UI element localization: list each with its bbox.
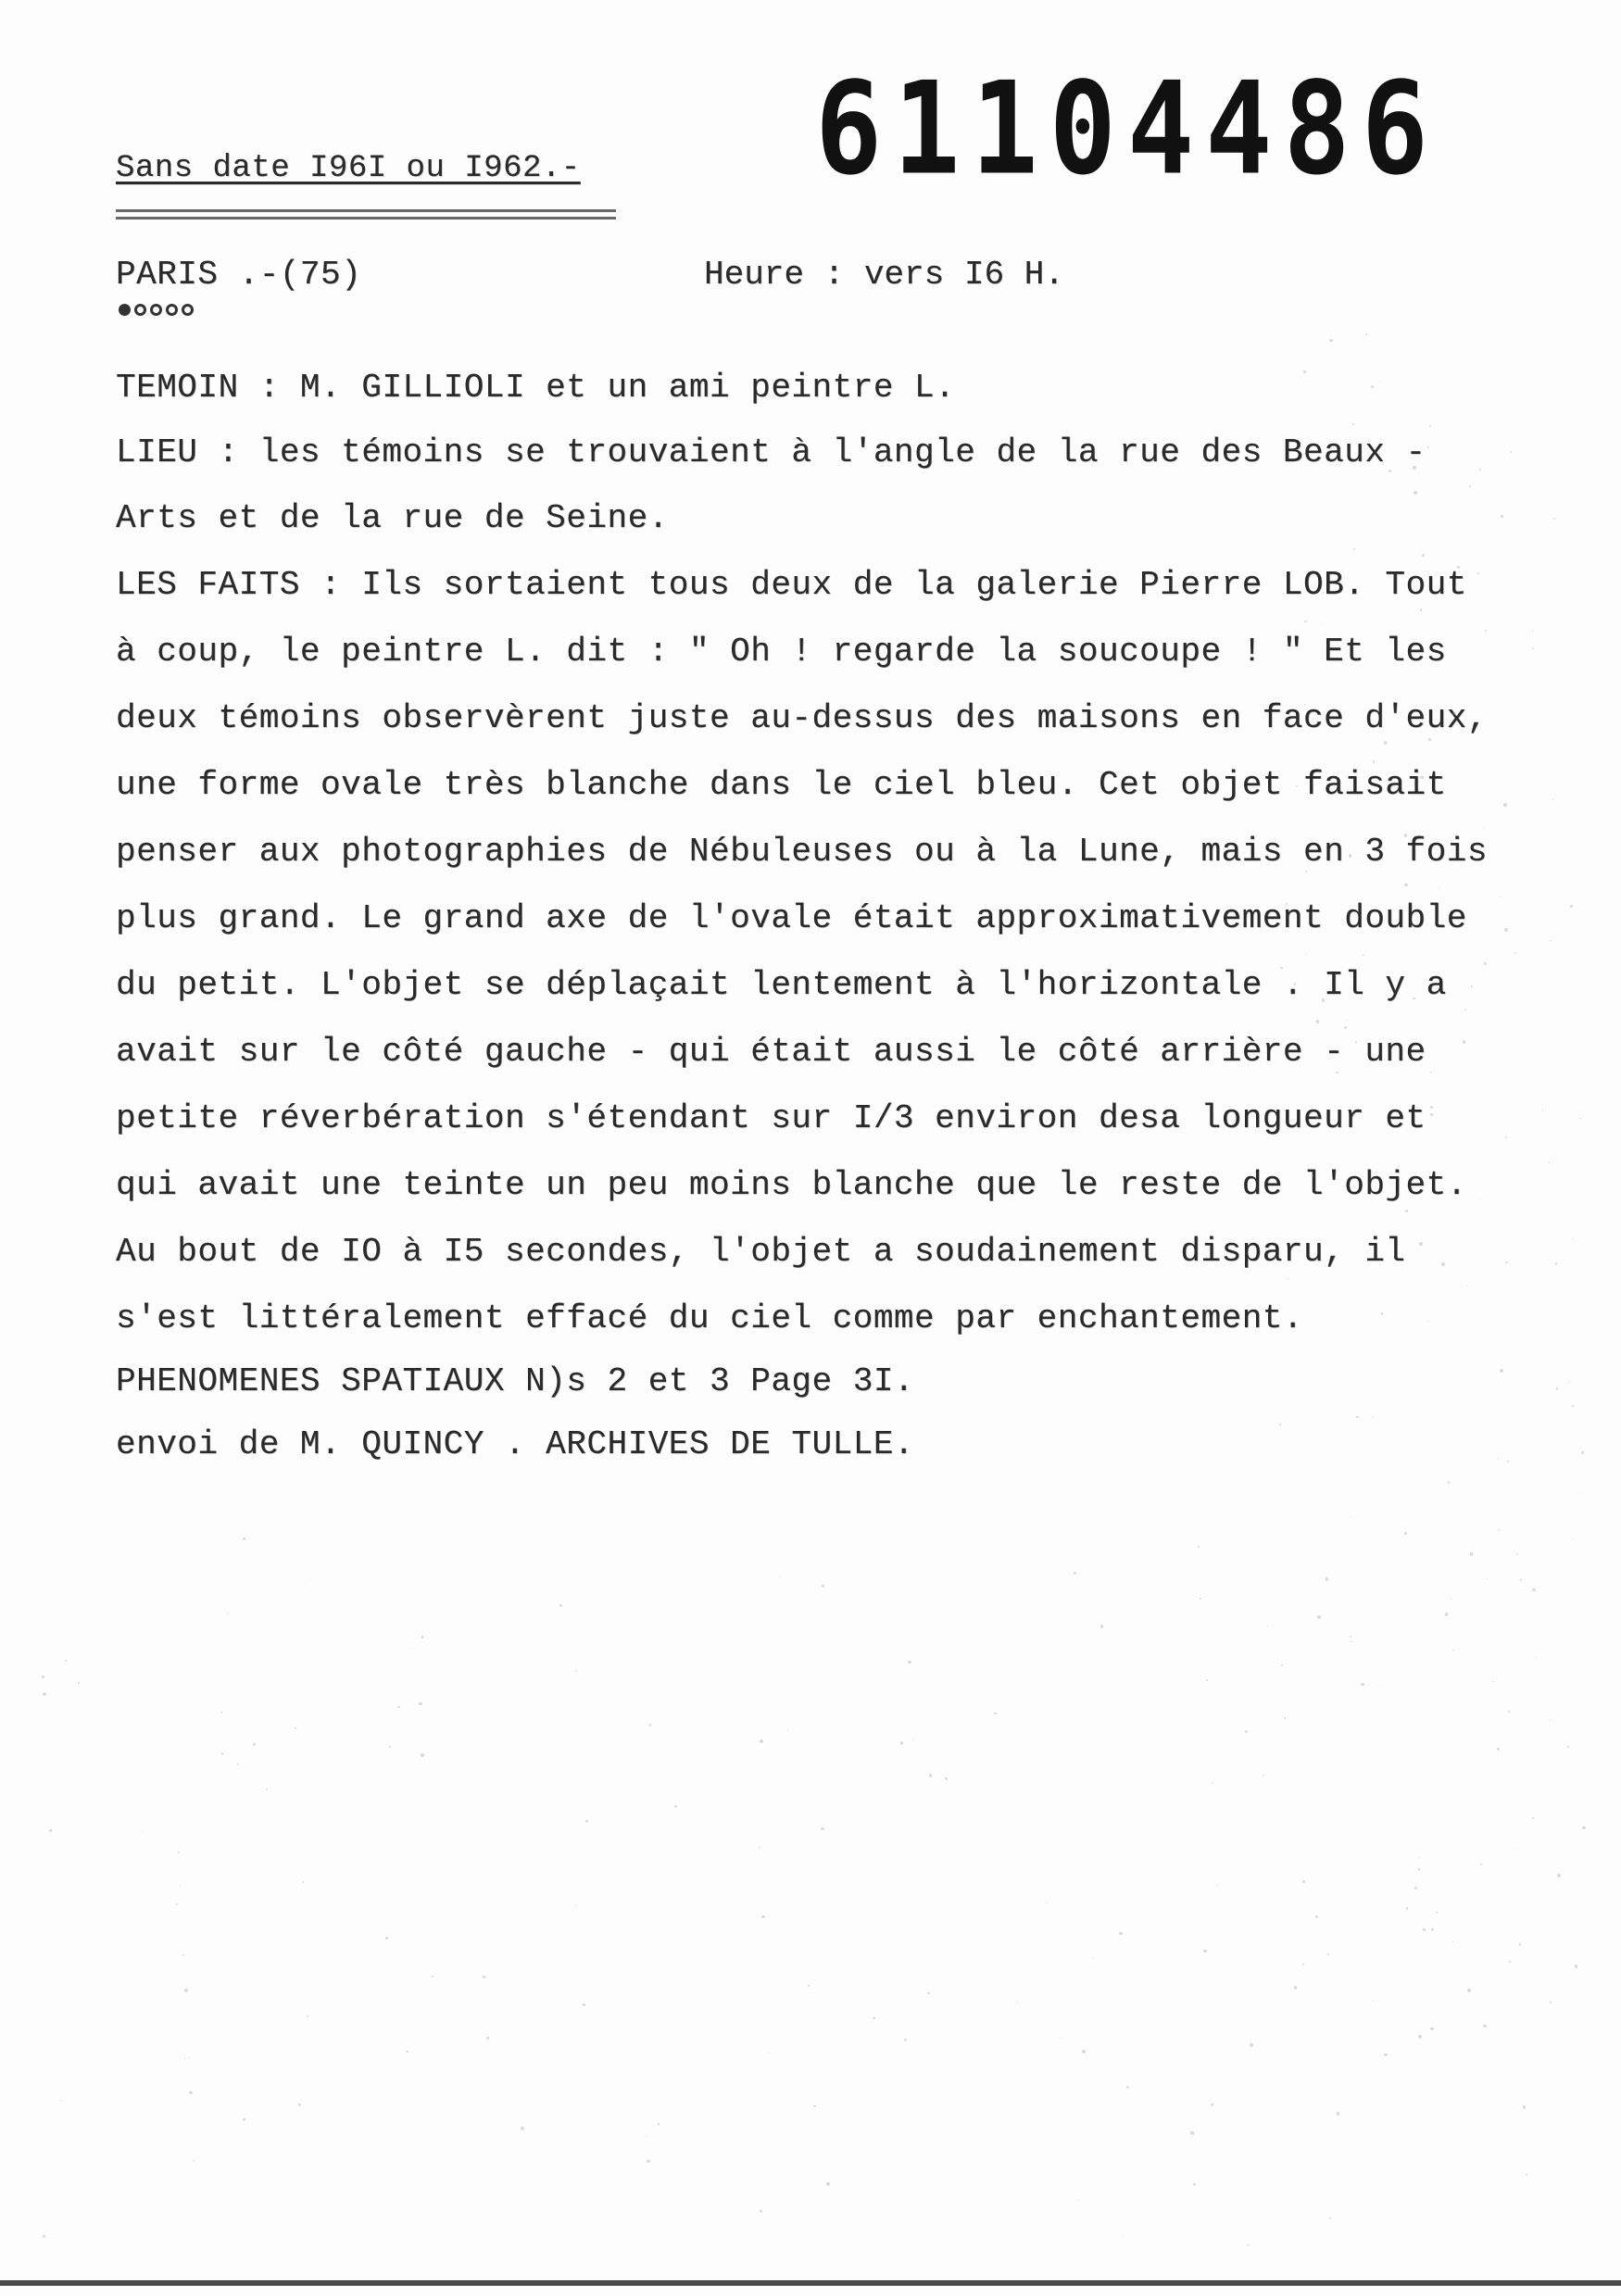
noise-speck — [1469, 485, 1471, 487]
noise-speck — [1356, 1416, 1358, 1418]
noise-speck — [1428, 738, 1431, 741]
noise-speck — [1549, 1161, 1551, 1163]
noise-speck — [559, 1604, 562, 1607]
noise-speck — [1373, 1416, 1374, 1417]
body-line: avait sur le côté gauche - qui était aussi le côté arrière - une — [116, 1033, 1426, 1071]
noise-speck — [1419, 1857, 1420, 1858]
noise-speck — [822, 1585, 824, 1587]
noise-speck — [1074, 1572, 1077, 1575]
noise-speck — [1452, 1650, 1454, 1651]
noise-speck — [243, 1537, 245, 1540]
noise-speck — [1477, 572, 1479, 574]
body-line: plus grand. Le grand axe de l'ovale était approximativement double — [116, 899, 1467, 937]
noise-speck — [1500, 1369, 1503, 1373]
noise-speck — [1082, 2050, 1086, 2053]
noise-speck — [1480, 1863, 1482, 1865]
noise-speck — [1281, 1664, 1283, 1666]
noise-speck — [1532, 630, 1533, 631]
noise-speck — [1483, 2025, 1487, 2028]
noise-speck — [1211, 2103, 1213, 2106]
noise-speck — [1315, 1915, 1318, 1918]
noise-speck — [1480, 1198, 1481, 1199]
noise-speck — [1250, 2043, 1253, 2047]
bottom-scan-edge — [0, 2280, 1621, 2286]
noise-speck — [1581, 1493, 1582, 1494]
noise-speck — [575, 1670, 577, 1672]
noise-speck — [1503, 803, 1507, 807]
noise-speck — [253, 1743, 256, 1746]
body-line: Au bout de IO à I5 secondes, l'objet a soudainement disparu, il — [116, 1233, 1406, 1271]
noise-speck — [266, 1788, 268, 1790]
noise-speck — [1046, 1902, 1048, 1904]
noise-speck — [1471, 985, 1473, 987]
body-line: une forme ovale très blanche dans le ciel bleu. Cet objet faisait — [116, 766, 1447, 804]
noise-speck — [1381, 1312, 1384, 1315]
noise-speck — [78, 1682, 80, 1684]
noise-speck — [143, 1831, 144, 1832]
noise-speck — [221, 1752, 223, 1754]
noise-speck — [1514, 952, 1516, 954]
noise-speck — [1286, 903, 1288, 905]
noise-speck — [1406, 1907, 1409, 1910]
noise-speck — [483, 1976, 485, 1978]
noise-speck — [927, 1992, 929, 1994]
noise-speck — [1353, 548, 1355, 550]
noise-speck — [1467, 1989, 1471, 1992]
noise-speck — [410, 1649, 411, 1650]
noise-speck — [1303, 370, 1306, 373]
noise-speck — [1418, 1868, 1421, 1871]
noise-speck — [1526, 2174, 1527, 2176]
noise-speck — [1122, 2236, 1123, 2237]
reference-line: PHENOMENES SPATIAUX N)s 2 et 3 Page 3I. — [116, 1362, 915, 1400]
body-line: petite réverbération s'étendant sur I/3 environ desa longueur et — [116, 1099, 1426, 1137]
noise-speck — [302, 1881, 304, 1883]
noise-speck — [1322, 998, 1326, 1002]
noise-speck — [647, 2160, 649, 2163]
noise-speck — [1190, 2131, 1193, 2134]
dot-mark — [119, 304, 131, 316]
noise-speck — [1470, 1552, 1473, 1555]
noise-speck — [1519, 1943, 1522, 1946]
noise-speck — [1206, 1679, 1208, 1681]
noise-speck — [808, 1985, 809, 1986]
noise-speck — [826, 2182, 830, 2186]
noise-speck — [1267, 1625, 1268, 1626]
noise-speck — [1492, 1681, 1493, 1682]
noise-speck — [43, 2235, 45, 2238]
noise-speck — [1304, 621, 1306, 622]
noise-speck — [1337, 2112, 1339, 2114]
noise-speck — [1100, 1625, 1104, 1628]
noise-speck — [1093, 1958, 1094, 1959]
noise-speck — [994, 1713, 996, 1714]
noise-speck — [1431, 1928, 1434, 1931]
noise-speck — [1572, 1238, 1573, 1239]
noise-speck — [1498, 1529, 1500, 1531]
noise-speck — [1532, 1588, 1535, 1591]
noise-speck — [1441, 1262, 1445, 1266]
noise-speck — [243, 2118, 245, 2121]
noise-speck — [1317, 1615, 1321, 1619]
noise-speck — [1353, 1113, 1356, 1116]
noise-speck — [1498, 1458, 1500, 1460]
noise-speck — [769, 2052, 771, 2054]
noise-speck — [1320, 623, 1321, 624]
noise-speck — [1484, 962, 1487, 965]
noise-speck — [1305, 954, 1306, 955]
noise-speck — [1550, 1719, 1551, 1720]
noise-speck — [227, 1613, 229, 1615]
noise-speck — [1508, 1711, 1511, 1713]
noise-speck — [1203, 1950, 1206, 1952]
body-line-witness: TEMOIN : M. GILLIOLI et un ami peintre L. — [116, 369, 956, 407]
noise-speck — [486, 2037, 489, 2039]
noise-speck — [397, 1706, 399, 1708]
noise-speck — [1555, 1262, 1557, 1264]
noise-speck — [1572, 1405, 1574, 1407]
noise-speck — [1344, 1026, 1347, 1029]
noise-speck — [1420, 609, 1422, 610]
noise-speck — [42, 1675, 44, 1678]
noise-speck — [385, 1937, 388, 1939]
noise-speck — [1404, 834, 1407, 836]
body-line: qui avait une teinte un peu moins blanche que le reste de l'objet. — [116, 1166, 1467, 1204]
noise-speck — [1505, 1136, 1508, 1139]
noise-speck — [182, 1954, 184, 1956]
noise-speck — [1553, 518, 1555, 520]
noise-speck — [1405, 1210, 1408, 1212]
noise-speck — [1448, 1481, 1450, 1483]
noise-speck — [1302, 1880, 1305, 1883]
noise-speck — [1347, 1020, 1348, 1021]
noise-speck — [1466, 1285, 1467, 1286]
noise-speck — [1078, 2200, 1080, 2202]
noise-speck — [1575, 1964, 1578, 1968]
noise-speck — [421, 1753, 424, 1757]
noise-speck — [406, 2051, 408, 2053]
noise-speck — [1451, 1598, 1452, 1600]
noise-speck — [1501, 515, 1502, 517]
noise-speck — [419, 1702, 422, 1706]
noise-speck — [60, 2100, 61, 2101]
noise-speck — [1216, 1885, 1218, 1887]
noise-speck — [309, 1579, 310, 1580]
noise-speck — [1336, 1072, 1338, 1074]
noise-speck — [1363, 954, 1364, 956]
noise-speck — [1427, 446, 1429, 448]
noise-speck — [298, 2103, 301, 2106]
noise-speck — [1552, 798, 1553, 799]
noise-speck — [1463, 1040, 1465, 1043]
noise-speck — [307, 2015, 308, 2017]
noise-speck — [1505, 1261, 1508, 1264]
noise-speck — [180, 1886, 181, 1887]
noise-speck — [389, 1746, 391, 1748]
noise-speck — [1430, 1113, 1433, 1116]
noise-speck — [759, 1847, 760, 1849]
noise-speck — [1329, 2217, 1331, 2219]
body-line: du petit. L'objet se déplaçait lentement à l'horizontale . Il y a — [116, 966, 1447, 1004]
noise-speck — [1567, 1746, 1569, 1748]
noise-speck — [1556, 1387, 1558, 1389]
noise-speck — [1263, 1775, 1264, 1776]
noise-speck — [1418, 2035, 1422, 2039]
noise-speck — [1573, 1538, 1574, 1539]
noise-speck — [1484, 828, 1486, 830]
place-label: PARIS .-(75) — [116, 256, 362, 294]
noise-speck — [1504, 928, 1508, 932]
noise-speck — [521, 2127, 524, 2130]
noise-speck — [908, 1661, 911, 1664]
noise-speck — [1420, 776, 1423, 779]
noise-speck — [193, 2160, 195, 2162]
noise-speck — [184, 1989, 188, 1992]
noise-speck — [189, 2091, 193, 2095]
noise-speck — [900, 1741, 903, 1744]
noise-speck — [1532, 647, 1534, 649]
noise-speck — [1326, 1577, 1328, 1580]
noise-speck — [1248, 2244, 1249, 2245]
noise-speck — [178, 1851, 180, 1853]
noise-speck — [1497, 1748, 1501, 1751]
noise-speck — [1436, 1912, 1438, 1913]
noise-speck — [1404, 884, 1407, 886]
noise-speck — [1582, 1826, 1585, 1829]
noise-speck — [821, 1827, 823, 1830]
noise-speck — [1430, 2027, 1434, 2031]
noise-speck — [1510, 451, 1512, 453]
noise-speck — [1514, 1848, 1516, 1850]
noise-speck — [1550, 2001, 1552, 2003]
noise-speck — [1550, 940, 1552, 942]
noise-speck — [1532, 1817, 1533, 1818]
noise-speck — [1352, 423, 1354, 425]
noise-speck — [1200, 1598, 1201, 1600]
hour-label: Heure : vers I6 H. — [704, 256, 1064, 294]
place-code-dots — [119, 304, 194, 316]
noise-speck — [760, 2210, 762, 2213]
dot-mark — [166, 304, 178, 316]
document-number: 61104486 — [815, 56, 1439, 204]
dot-mark — [150, 304, 162, 316]
noise-speck — [237, 1763, 240, 1766]
noise-speck — [1315, 1115, 1319, 1119]
noise-speck — [1198, 1546, 1200, 1548]
body-line: LIEU : les témoins se trouvaient à l'angle de la rue des Beaux - — [116, 433, 1426, 471]
noise-speck — [1302, 1964, 1304, 1965]
noise-speck — [1288, 1278, 1289, 1280]
noise-speck — [295, 1727, 296, 1729]
noise-speck — [1329, 339, 1333, 343]
noise-speck — [1479, 469, 1481, 470]
noise-speck — [787, 1730, 788, 1731]
noise-speck — [1379, 382, 1380, 383]
noise-speck — [1365, 333, 1367, 335]
noise-speck — [1536, 1657, 1537, 1658]
noise-speck — [1404, 1532, 1407, 1535]
noise-speck — [1429, 425, 1431, 427]
noise-speck — [1439, 887, 1440, 888]
noise-speck — [1485, 630, 1487, 632]
noise-speck — [761, 1915, 764, 1918]
noise-speck — [1414, 491, 1417, 495]
noise-speck — [912, 1739, 913, 1740]
body-line: LES FAITS : Ils sortaient tous deux de la galerie Pierre LOB. Tout — [116, 566, 1467, 604]
noise-speck — [1557, 1874, 1561, 1877]
noise-speck — [813, 2105, 815, 2107]
noise-speck — [1381, 1685, 1382, 1686]
noise-speck — [1581, 1451, 1584, 1454]
noise-speck — [1016, 2001, 1018, 2003]
noise-speck — [220, 1712, 222, 1713]
noise-speck — [945, 1777, 948, 1780]
noise-speck — [1507, 1461, 1510, 1463]
noise-speck — [1414, 1887, 1417, 1889]
noise-speck — [1428, 1321, 1429, 1322]
noise-speck — [65, 1660, 67, 1662]
noise-speck — [1523, 2105, 1527, 2109]
noise-speck — [674, 1805, 677, 1808]
noise-speck — [1061, 2038, 1062, 2039]
body-line: Arts et de la rue de Seine. — [116, 499, 669, 537]
noise-speck — [188, 2057, 190, 2059]
noise-speck — [1430, 1072, 1432, 1073]
noise-speck — [575, 1905, 577, 1907]
noise-speck — [1126, 2086, 1129, 2089]
noise-speck — [1570, 905, 1572, 907]
noise-speck — [585, 1820, 588, 1823]
noise-speck — [929, 1774, 933, 1777]
noise-speck — [1509, 1961, 1511, 1963]
noise-speck — [49, 1829, 52, 1832]
noise-speck — [1193, 2183, 1196, 2186]
noise-speck — [1245, 1730, 1248, 1733]
noise-speck — [1350, 1636, 1351, 1637]
noise-speck — [1520, 1579, 1522, 1581]
noise-speck — [1445, 1612, 1448, 1615]
noise-speck — [1327, 1953, 1330, 1956]
noise-speck — [1312, 1174, 1313, 1176]
noise-speck — [583, 2003, 585, 2006]
noise-speck — [1361, 1683, 1364, 1687]
dot-mark — [134, 304, 146, 316]
noise-speck — [1384, 2053, 1387, 2056]
noise-speck — [1487, 1578, 1488, 1579]
noise-speck — [1452, 1941, 1453, 1942]
noise-speck — [1452, 712, 1455, 715]
noise-speck — [43, 1692, 46, 1696]
noise-speck — [649, 1724, 652, 1726]
noise-speck — [1371, 385, 1374, 388]
header-rule-bottom — [116, 217, 616, 220]
noise-speck — [658, 2123, 660, 2125]
noise-speck — [780, 1576, 781, 1577]
noise-speck — [1119, 1932, 1122, 1935]
noise-speck — [1422, 554, 1425, 557]
body-line: s'est littéralement effacé du ciel comme par enchantement. — [116, 1299, 1304, 1337]
body-line: à coup, le peintre L. dit : " Oh ! regarde la soucoupe ! " Et les — [116, 633, 1447, 671]
header-rule-top — [116, 209, 616, 212]
noise-speck — [1316, 1020, 1319, 1023]
noise-speck — [421, 1636, 423, 1637]
noise-speck — [183, 2058, 184, 2059]
noise-speck — [873, 2017, 875, 2020]
body-line: penser aux photographies de Nébuleuses ou à la Lune, mais en 3 fois — [116, 833, 1488, 871]
source-line: envoi de M. QUINCY . ARCHIVES DE TULLE. — [116, 1425, 915, 1463]
noise-speck — [1373, 760, 1376, 763]
noise-speck — [1413, 997, 1415, 1000]
noise-speck — [1423, 1928, 1426, 1931]
body-line: deux témoins observèrent juste au-dessus des maisons en face d'eux, — [116, 699, 1488, 737]
noise-speck — [1284, 1717, 1286, 1719]
noise-speck — [1294, 1986, 1298, 1989]
noise-speck — [1568, 1382, 1569, 1383]
noise-speck — [1212, 1782, 1213, 1784]
noise-speck — [176, 1903, 178, 1905]
noise-speck — [904, 2039, 907, 2041]
noise-speck — [1419, 1242, 1423, 1246]
noise-speck — [1384, 741, 1387, 744]
noise-speck — [1579, 1118, 1581, 1120]
dot-mark — [182, 304, 194, 316]
noise-speck — [1430, 1106, 1434, 1110]
noise-speck — [1516, 1553, 1518, 1555]
noise-speck — [760, 1739, 763, 1743]
date-line: Sans date I96I ou I962.- — [116, 151, 581, 186]
